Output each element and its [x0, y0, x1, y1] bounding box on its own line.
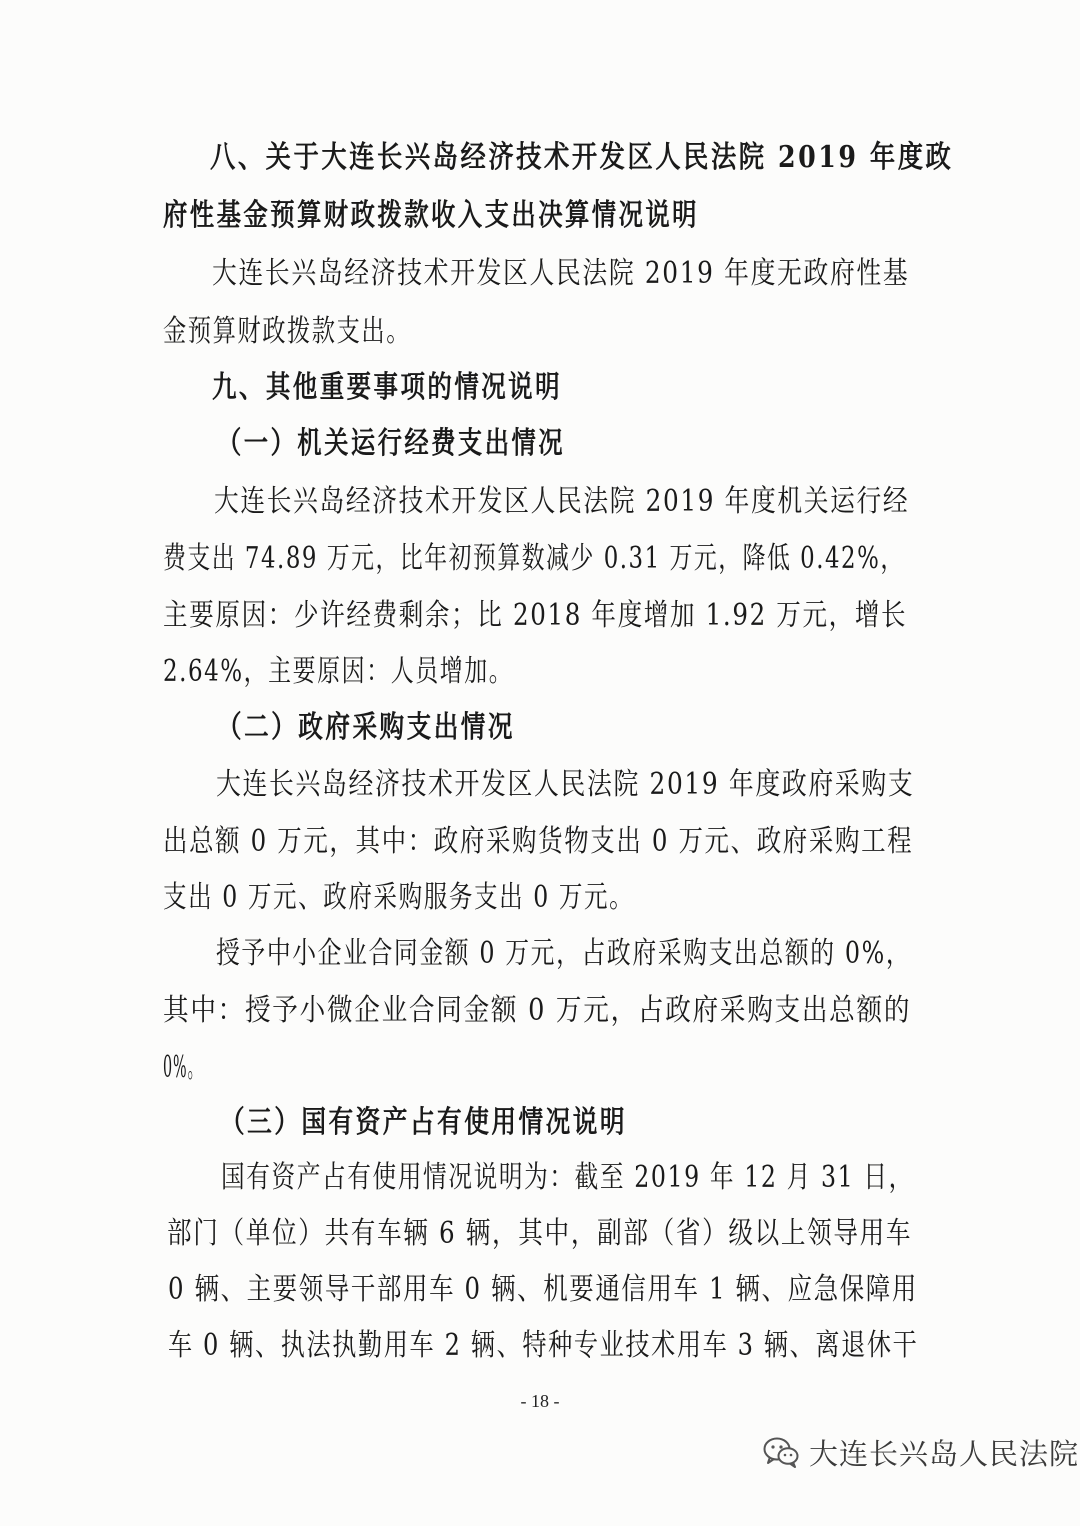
section-eight-heading-line2: 府性基金预算财政拨款收入支出决算情况说明 [163, 198, 699, 233]
subsection-one-heading: （一）机关运行经费支出情况 [217, 426, 566, 461]
paragraph-line: 费支出 74.89 万元，比年初预算数减少 0.31 万元，降低 0.42%， [163, 541, 905, 576]
paragraph-line: 主要原因：少许经费剩余；比 2018 年度增加 1.92 万元，增长 [163, 598, 908, 633]
page-number: - 18 - [520, 1391, 560, 1411]
section-nine-heading: 九、其他重要事项的情况说明 [212, 370, 563, 405]
subsection-three-heading: （三）国有资产占有使用情况说明 [220, 1105, 627, 1140]
subsection-two-heading: （二）政府采购支出情况 [217, 710, 515, 745]
wechat-icon [763, 1436, 799, 1468]
paragraph-line: 2.64%，主要原因：人员增加。 [163, 654, 514, 689]
watermark-text: 大连长兴岛人民法院 [809, 1436, 1080, 1471]
paragraph-line: 大连长兴岛经济技术开发区人民法院 2019 年度无政府性基 [212, 256, 910, 291]
paragraph-line: 金预算财政拨款支出。 [163, 314, 411, 349]
paragraph-line: 其中：授予小微企业合同金额 0 万元，占政府采购支出总额的 [163, 993, 912, 1028]
paragraph-line: 部门（单位）共有车辆 6 辆，其中，副部（省）级以上领导用车 [167, 1216, 913, 1251]
paragraph-line: 0%。 [163, 1050, 203, 1085]
section-eight-heading-line1: 八、关于大连长兴岛经济技术开发区人民法院 2019 年度政 [210, 140, 954, 175]
paragraph-line: 大连长兴岛经济技术开发区人民法院 2019 年度机关运行经 [214, 484, 910, 519]
paragraph-line: 授予中小企业合同金额 0 万元，占政府采购支出总额的 0%， [216, 936, 912, 971]
paragraph-line: 国有资产占有使用情况说明为：截至 2019 年 12 月 31 日， [221, 1160, 914, 1195]
paragraph-line: 大连长兴岛经济技术开发区人民法院 2019 年度政府采购支 [216, 767, 915, 802]
paragraph-line: 支出 0 万元、政府采购服务支出 0 万元。 [163, 880, 635, 915]
wechat-watermark [763, 1430, 1079, 1474]
paragraph-line: 出总额 0 万元，其中：政府采购货物支出 0 万元、政府采购工程 [163, 824, 914, 859]
paragraph-line: 0 辆、主要领导干部用车 0 辆、机要通信用车 1 辆、应急保障用 [168, 1272, 918, 1307]
paragraph-line: 车 0 辆、执法执勤用车 2 辆、特种专业技术用车 3 辆、离退休干 [168, 1328, 919, 1363]
